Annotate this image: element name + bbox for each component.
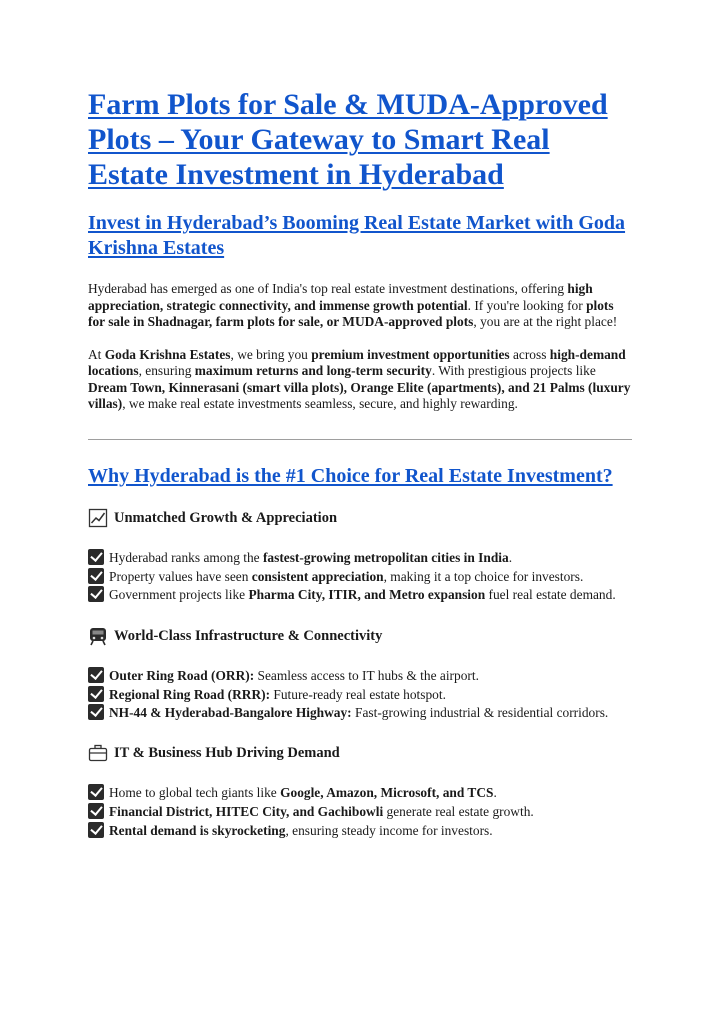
intro-bold: plots for sale in Shadnagar, farm plots for sale, or MUDA-approved plots (88, 297, 614, 329)
why-heading[interactable] (88, 464, 632, 489)
item-text: Seamless access to IT hubs & the airport. (254, 667, 479, 683)
item-bold: fastest-growing metropolitan cities in India (262, 549, 509, 565)
item-text: fuel real estate demand. (485, 586, 616, 602)
train-icon (88, 626, 108, 646)
list-item (88, 666, 632, 685)
list-item (88, 704, 632, 721)
item-text: Property values have seen (109, 568, 252, 584)
intro-paragraph (88, 281, 632, 331)
check-mark-icon (88, 549, 104, 565)
check-mark-icon (88, 784, 104, 800)
item-text: . (493, 784, 497, 800)
item-bold: Rental demand is skyrocketing (109, 822, 286, 838)
page-title[interactable] (88, 0, 632, 192)
item-bold: Regional Ring Road (RRR): (109, 686, 271, 702)
section-title: World-Class Infrastructure & Connectivity (114, 627, 383, 644)
section-divider (88, 439, 632, 440)
item-text: , making it a top choice for investors. (383, 568, 584, 584)
item-text: Home to global tech giants like (109, 784, 281, 800)
about-bold: Goda Krishna Estates (104, 346, 231, 362)
section-heading-infrastructure (88, 626, 632, 646)
item-bold: Google, Amazon, Microsoft, and TCS (280, 784, 494, 800)
it-hub-list (88, 783, 632, 840)
page-title-link[interactable]: Farm Plots for Sale & MUDA-Approved Plots – Your Gateway to Smart Real Estate Investment in Hyderabad (88, 88, 608, 191)
item-text: generate real estate growth. (383, 803, 534, 819)
section-title: IT & Business Hub Driving Demand (114, 744, 340, 761)
list-item (88, 802, 632, 821)
item-text: . (508, 549, 513, 565)
about-bold: Dream Town, Kinnerasani (smart villa plots), Orange Elite (apartments), and 21 Palms (luxury villas) (88, 379, 631, 411)
list-item (88, 567, 632, 586)
check-mark-icon (88, 586, 104, 602)
item-bold: consistent appreciation (251, 568, 384, 584)
check-mark-icon (88, 704, 104, 720)
intro-text: Hyderabad has emerged as one of India's top real estate investment destinations, offering (88, 281, 568, 296)
check-mark-icon (88, 568, 104, 584)
about-text: . With prestigious projects like (431, 363, 596, 378)
why-heading-link[interactable]: Why Hyderabad is the #1 Choice for Real Estate Investment? (88, 464, 613, 487)
item-bold: Financial District, HITEC City, and Gachibowli (109, 803, 384, 819)
list-item (88, 783, 632, 802)
item-text: Fast-growing industrial & residential corridors. (351, 704, 609, 720)
item-text: Future-ready real estate hotspot. (270, 686, 446, 702)
briefcase-icon (88, 743, 108, 763)
section-heading-it-hub (88, 743, 632, 763)
item-text: Hyderabad ranks among the (109, 549, 263, 565)
about-text: , we bring you (230, 346, 312, 362)
about-bold: premium investment opportunities (311, 346, 510, 362)
list-item (88, 586, 632, 603)
item-bold: Pharma City, ITIR, and Metro expansion (248, 586, 486, 602)
about-text: , ensuring (138, 363, 195, 378)
intro-text: , you are at the right place! (473, 314, 618, 329)
item-bold: Outer Ring Road (ORR): (109, 667, 255, 683)
list-item (88, 685, 632, 704)
about-text: , we make real estate investments seamless, secure, and highly rewarding. (122, 396, 518, 411)
infrastructure-list (88, 666, 632, 721)
about-bold: maximum returns and long-term security (194, 363, 432, 378)
item-text: , ensuring steady income for investors. (285, 822, 493, 838)
list-item (88, 548, 632, 567)
about-bold: high-demand locations (88, 346, 626, 378)
item-text: Government projects like (109, 586, 249, 602)
subtitle-link[interactable]: Invest in Hyderabad’s Booming Real Estate Market with Goda Krishna Estates (88, 212, 626, 259)
about-text: across (509, 346, 550, 362)
check-mark-icon (88, 822, 104, 838)
intro-text: . If you're looking for (467, 297, 587, 313)
growth-list (88, 548, 632, 603)
about-paragraph (88, 347, 632, 413)
check-mark-icon (88, 667, 104, 683)
section-heading-growth (88, 508, 632, 528)
section-title: Unmatched Growth & Appreciation (114, 509, 338, 526)
list-item (88, 821, 632, 840)
about-text: At (88, 346, 105, 362)
chart-increasing-icon (88, 508, 108, 528)
check-mark-icon (88, 803, 104, 819)
item-bold: NH-44 & Hyderabad-Bangalore Highway: (109, 704, 352, 720)
check-mark-icon (88, 686, 104, 702)
intro-bold: high appreciation, strategic connectivity, and immense growth potential (88, 281, 593, 313)
subtitle-heading[interactable] (88, 211, 632, 261)
